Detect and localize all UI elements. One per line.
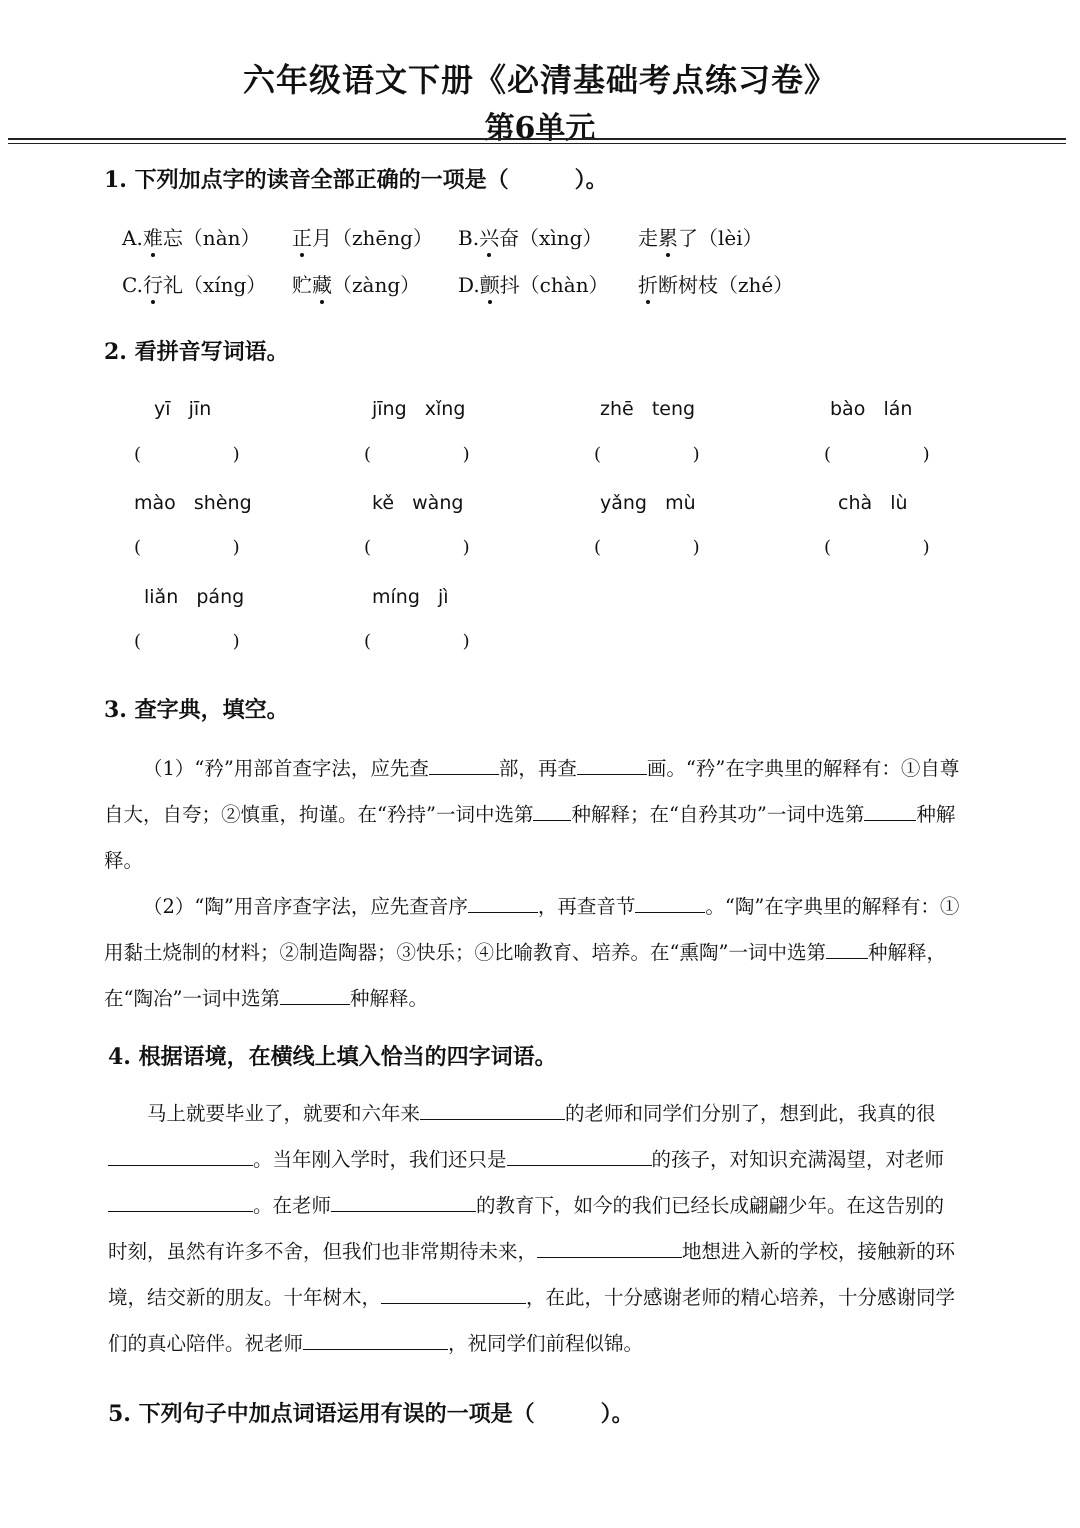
answer-bracket[interactable]: ( ) — [364, 444, 470, 465]
question-2-stem: 2. 看拼音写词语。 — [104, 339, 289, 365]
option-4 — [122, 269, 266, 298]
option-7 — [638, 269, 793, 298]
option-text: 礼（xíng） — [162, 273, 267, 297]
text: 。当年刚入学时，我们还只是 — [253, 1148, 507, 1171]
text: 种解释；在“自矜其功”一词中选第 — [571, 803, 865, 826]
option-label: A. — [122, 226, 143, 250]
option-text: 抖（chàn） — [499, 273, 609, 297]
text: 马上就要毕业了，就要和六年来 — [147, 1102, 421, 1125]
answer-blank[interactable] — [507, 1147, 652, 1166]
text: 部，再查 — [498, 757, 577, 780]
answer-blank[interactable] — [303, 1331, 448, 1350]
question-5-stem: 5. 下列句子中加点词语运用有误的一项是（ ）。 — [108, 1401, 634, 1427]
answer-bracket[interactable]: ( ) — [134, 537, 240, 558]
question-4-passage — [108, 1091, 960, 1367]
dotted-character: 藏 — [312, 269, 332, 298]
question-3-body — [104, 746, 960, 1022]
option-text: 了（lèi） — [678, 226, 763, 250]
question-3-part-2 — [104, 884, 960, 1022]
text: （1）“矜”用部首查字法，应先查 — [143, 757, 429, 780]
option-2 — [458, 222, 602, 251]
answer-bracket[interactable]: ( ) — [824, 537, 930, 558]
text: 的教育下，如今的我们已经长成翩翩少年。在这告别的时刻，虽然有许多不舍，但我们也非常期待未来， — [108, 1194, 945, 1263]
answer-blank[interactable] — [420, 1101, 565, 1120]
option-text: 月（zhēng） — [312, 226, 433, 250]
option-label: B. — [458, 226, 480, 250]
answer-blank[interactable] — [280, 986, 350, 1005]
text: ，再查音节 — [537, 895, 636, 918]
answer-blank[interactable] — [108, 1193, 253, 1212]
text: 种解释，在“陶冶”一词中选第 — [104, 941, 946, 1010]
pinyin-prompt: míng jì — [372, 586, 449, 608]
pinyin-prompt: yī jīn — [154, 398, 212, 420]
question-4-body — [108, 1091, 960, 1367]
answer-blank[interactable] — [537, 1239, 682, 1258]
text: 种解释。 — [349, 987, 428, 1010]
pinyin-prompt: mào shèng — [134, 492, 252, 514]
pinyin-prompt: liǎn páng — [144, 586, 245, 608]
page-title: 六年级语文下册《必清基础考点练习卷》 — [242, 61, 837, 99]
pinyin-prompt: jīng xǐng — [372, 398, 466, 420]
answer-blank[interactable] — [577, 756, 647, 775]
option-3 — [638, 222, 763, 251]
answer-bracket[interactable]: ( ) — [824, 444, 930, 465]
answer-bracket[interactable]: ( ) — [364, 537, 470, 558]
pinyin-prompt: chà lù — [838, 492, 908, 514]
option-text: 贮 — [292, 273, 312, 297]
answer-blank[interactable] — [331, 1193, 476, 1212]
pinyin-prompt: yǎng mù — [600, 492, 696, 514]
option-1 — [292, 222, 433, 251]
text: 的老师和同学们分别了，想到此，我真的很 — [565, 1102, 936, 1125]
dotted-character: 颤 — [480, 269, 500, 298]
answer-blank[interactable] — [826, 940, 868, 959]
answer-bracket[interactable]: ( ) — [594, 444, 700, 465]
option-text: （zàng） — [332, 273, 421, 297]
text: 。“陶”在字典里的解释有：①用黏土烧制的材料；②制造陶器；③快乐；④比喻教育、培养。在“熏陶”一词中选第 — [104, 895, 960, 964]
option-label: C. — [122, 273, 143, 297]
option-label: D. — [458, 273, 480, 297]
dotted-character: 兴 — [479, 222, 499, 251]
header-divider-thin — [8, 143, 1066, 144]
page-subtitle: 第6单元 — [484, 111, 596, 146]
dotted-character: 累 — [658, 222, 678, 251]
answer-blank[interactable] — [864, 802, 916, 821]
dotted-character: 难 — [143, 222, 163, 251]
answer-blank[interactable] — [381, 1285, 526, 1304]
answer-blank[interactable] — [108, 1147, 253, 1166]
question-4-stem: 4. 根据语境，在横线上填入恰当的四字词语。 — [108, 1044, 557, 1070]
answer-blank[interactable] — [468, 894, 538, 913]
pinyin-prompt: kě wàng — [372, 492, 464, 514]
option-text: 走 — [638, 226, 658, 250]
text: （2）“陶”用音序查字法，应先查音序 — [143, 895, 468, 918]
text: 种解释。 — [104, 803, 956, 872]
answer-blank[interactable] — [533, 802, 571, 821]
option-0 — [122, 222, 261, 251]
question-3-stem: 3. 查字典，填空。 — [104, 697, 289, 723]
answer-bracket[interactable]: ( ) — [594, 537, 700, 558]
pinyin-prompt: zhē teng — [600, 398, 696, 420]
text: 画。“矜”在字典里的解释有：①自尊自大，自夸；②慎重，拘谨。在“矜持”一词中选第 — [104, 757, 960, 826]
option-text: 奋（xìng） — [499, 226, 603, 250]
text: 地想进入新的学校，接触新的环境，结交新的朋友。十年树木， — [108, 1240, 956, 1309]
pinyin-prompt: bào lán — [830, 398, 913, 420]
answer-bracket[interactable]: ( ) — [134, 444, 240, 465]
text: 的孩子，对知识充满渴望，对老师 — [651, 1148, 945, 1171]
answer-bracket[interactable]: ( ) — [134, 631, 240, 652]
header-divider — [8, 138, 1066, 140]
answer-blank[interactable] — [635, 894, 705, 913]
dotted-character: 行 — [143, 269, 163, 298]
text: ，在此，十分感谢老师的精心培养，十分感谢同学们的真心陪伴。祝老师 — [108, 1286, 956, 1355]
answer-blank[interactable] — [429, 756, 499, 775]
option-5 — [292, 269, 420, 298]
option-6 — [458, 269, 609, 298]
dotted-character: 折 — [638, 269, 658, 298]
option-text: 忘（nàn） — [162, 226, 261, 250]
text: 。在老师 — [253, 1194, 332, 1217]
dotted-character: 正 — [292, 222, 312, 251]
question-1-stem: 1. 下列加点字的读音全部正确的一项是（ ）。 — [104, 167, 608, 193]
text: ，祝同学们前程似锦。 — [448, 1332, 644, 1355]
question-3-part-1 — [104, 746, 960, 884]
answer-bracket[interactable]: ( ) — [364, 631, 470, 652]
option-text: 断树枝（zhé） — [658, 273, 794, 297]
